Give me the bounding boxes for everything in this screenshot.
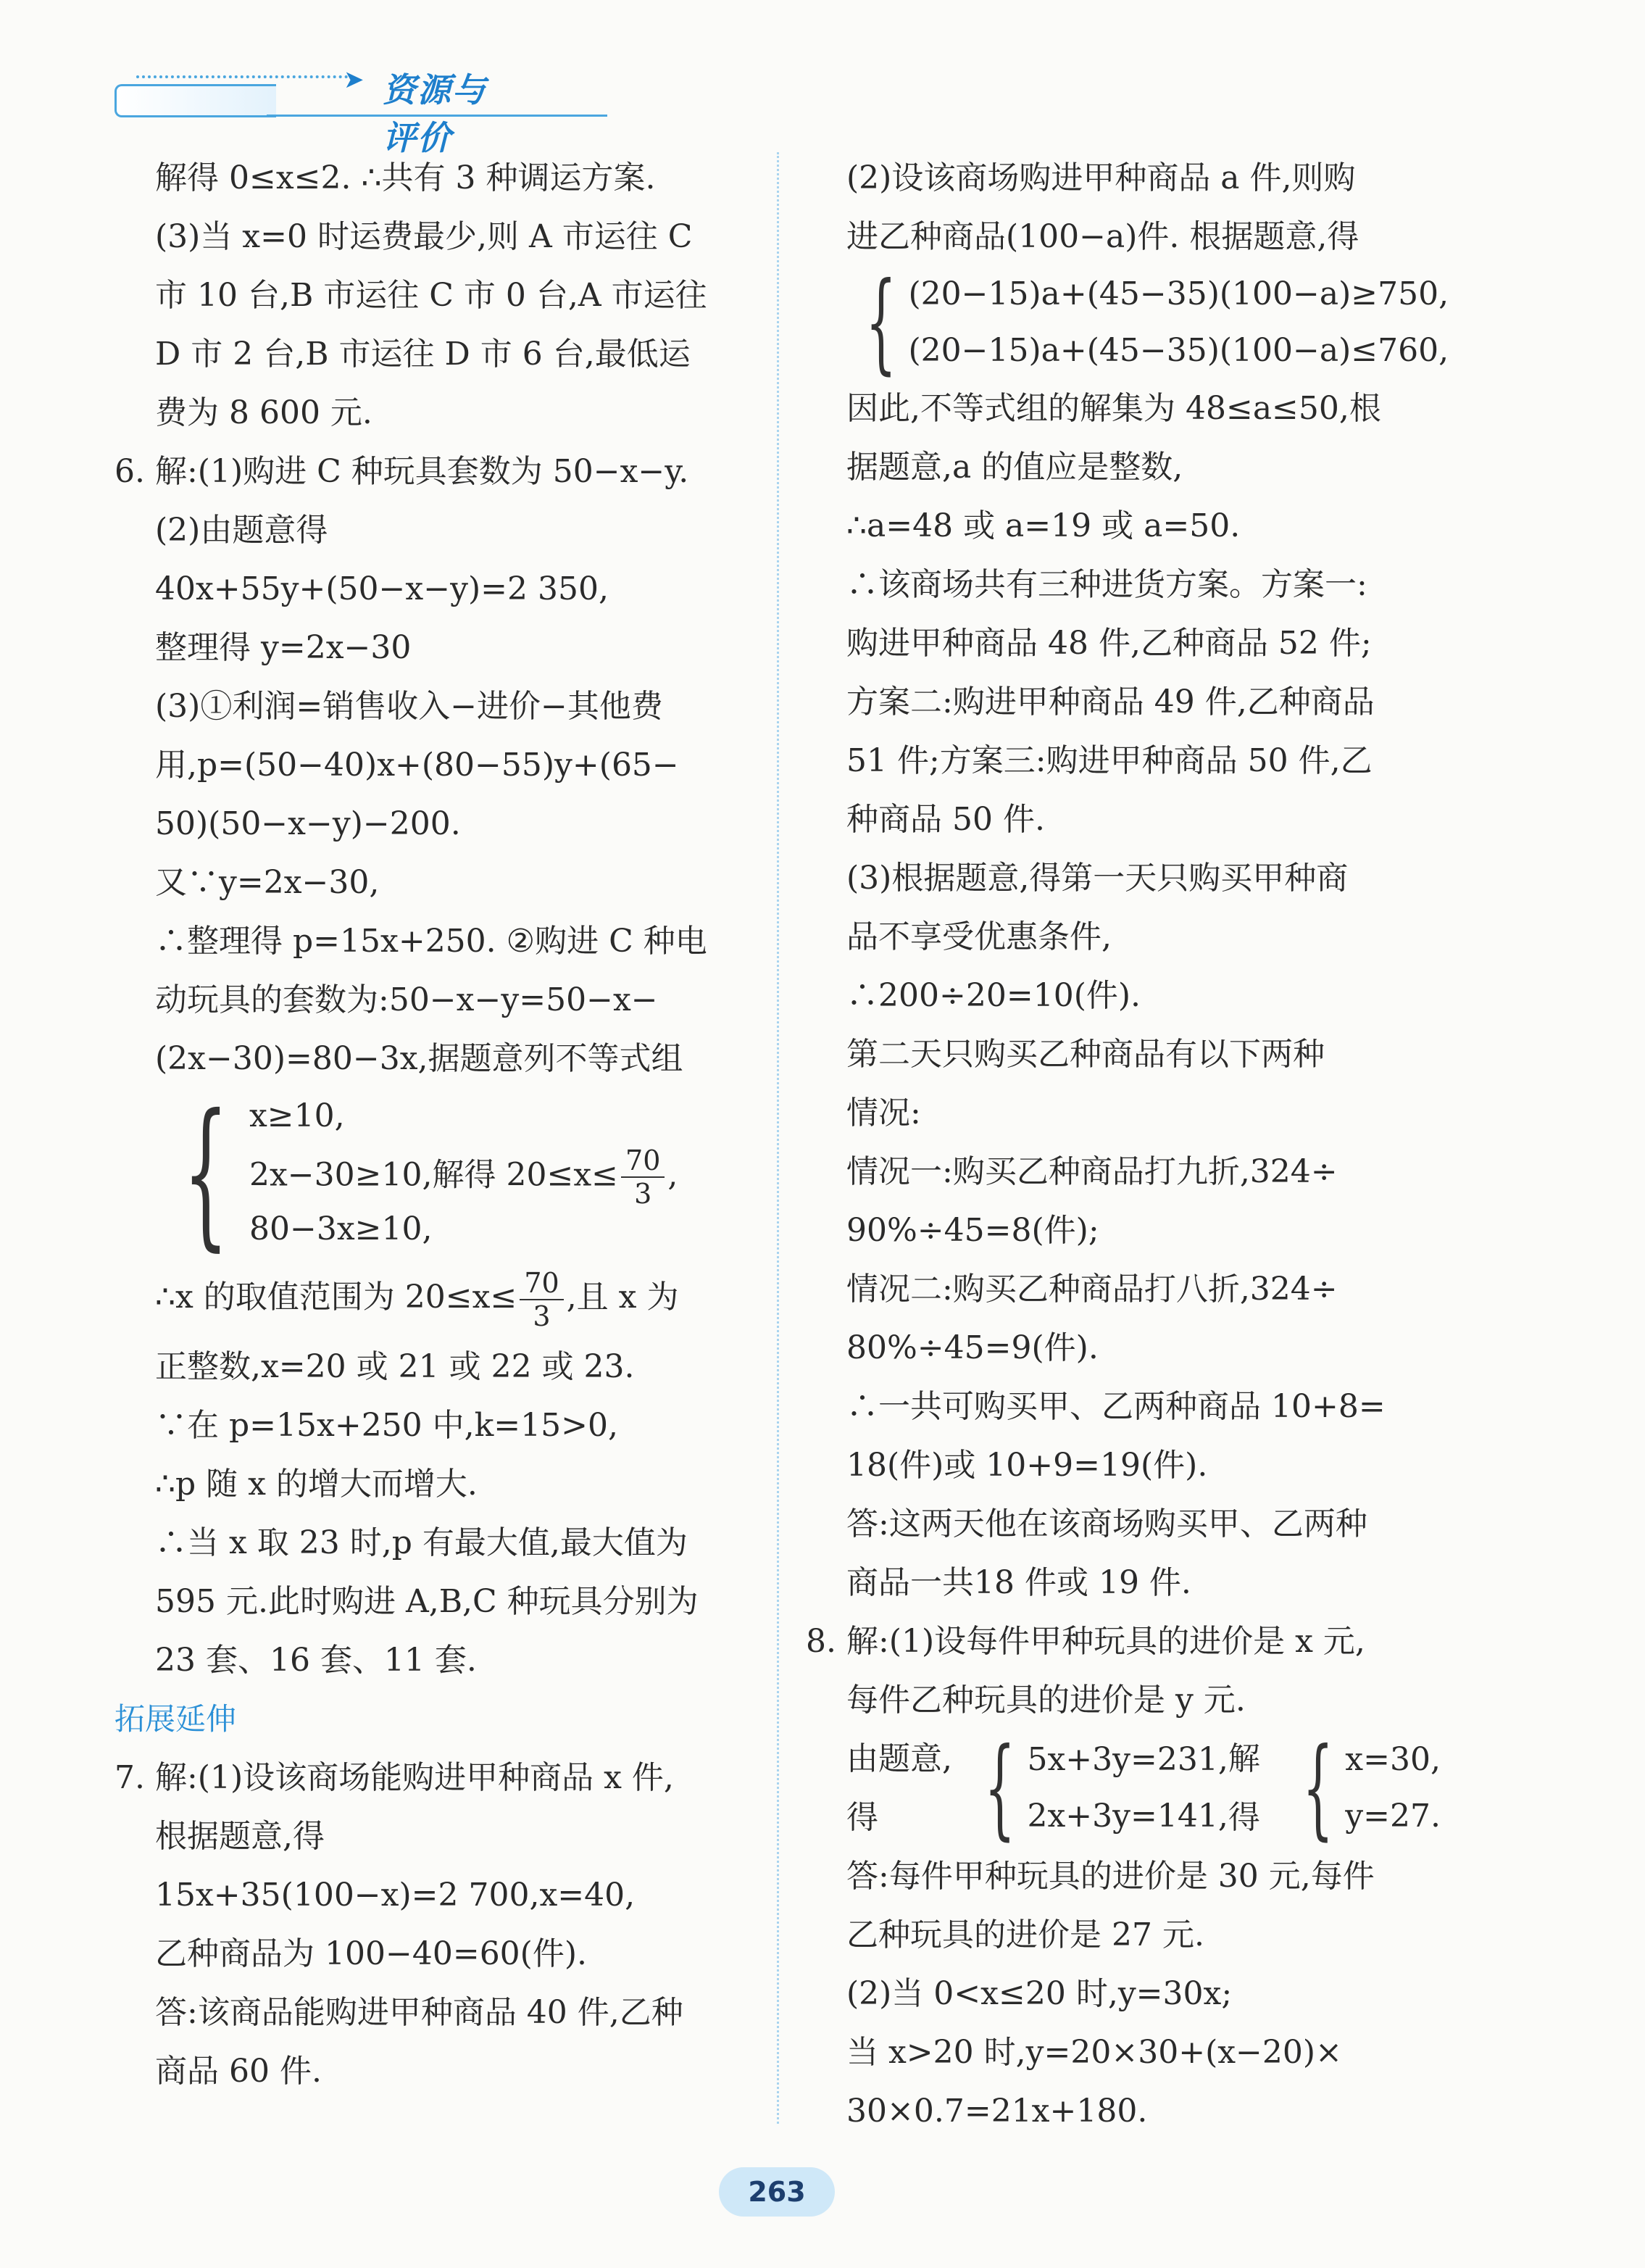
text-line: ∴a=48 或 a=19 或 a=50.	[846, 507, 1241, 544]
system-line: x=30,	[1345, 1741, 1441, 1778]
text-line: ∴一共可购买甲、乙两种商品 10+8=	[846, 1388, 1386, 1425]
text-line: (3)①利润=销售收入−进价−其他费	[155, 688, 663, 725]
text-line: 动玩具的套数为:50−x−y=50−x−	[155, 981, 658, 1018]
text-line: 解得 0≤x≤2. ∴共有 3 种调运方案.	[155, 159, 656, 196]
text-line: ∴当 x 取 23 时,p 有最大值,最大值为	[155, 1524, 688, 1561]
system-line: 80−3x≥10,	[249, 1210, 433, 1247]
fraction	[520, 1267, 563, 1332]
text-line: 答:每件甲种玩具的进价是 30 元,每件	[846, 1858, 1375, 1895]
brace-symbol: {	[865, 259, 897, 386]
fraction-denominator: 3	[634, 1178, 652, 1210]
brace-symbol: {	[183, 1080, 229, 1266]
text-line: ∴200÷20=10(件).	[846, 977, 1141, 1014]
text-line: 进乙种商品(100−a)件. 根据题意,得	[846, 218, 1359, 255]
text-line: 80%÷45=9(件).	[846, 1329, 1099, 1366]
text-line: 正整数,x=20 或 21 或 22 或 23.	[155, 1348, 635, 1385]
text-line: 18(件)或 10+9=19(件).	[846, 1447, 1208, 1484]
system-line-text: 2x−30≥10,解得 20≤x≤	[249, 1156, 619, 1194]
fraction	[621, 1145, 665, 1210]
problem-6-heading: 6. 解:(1)购进 C 种玩具套数为 50−x−y.	[114, 453, 689, 490]
text-line: 因此,不等式组的解集为 48≤a≤50,根	[846, 390, 1381, 427]
header-underline	[267, 115, 607, 117]
left-column	[114, 149, 752, 2101]
text-line: 商品一共18 件或 19 件.	[846, 1564, 1191, 1601]
text-segment: ,且 x 为	[566, 1279, 679, 1316]
text-line: (3)当 x=0 时运费最少,则 A 市运往 C	[155, 218, 693, 255]
text-line: ∴该商场共有三种进货方案。方案一:	[846, 566, 1367, 603]
page-number: 263	[719, 2167, 835, 2217]
solution-lines	[1345, 1732, 1441, 1845]
arrow-icon: ➤	[343, 65, 365, 94]
text-segment: 解得	[1228, 1740, 1260, 1836]
system-line: 5x+3y=231,	[1027, 1741, 1228, 1778]
text-line: 商品 60 件.	[155, 2053, 322, 2090]
text-line: 595 元.此时购进 A,B,C 种玩具分别为	[155, 1583, 699, 1620]
text-line: (2)当 0<x≤20 时,y=30x;	[846, 1975, 1233, 2012]
text-line: 每件乙种玩具的进价是 y 元.	[846, 1682, 1246, 1719]
text-line: 30×0.7=21x+180.	[846, 2093, 1148, 2130]
text-line: 方案二:购进甲种商品 49 件,乙种商品	[846, 684, 1375, 720]
text-line: 第二天只购买乙种商品有以下两种	[846, 1036, 1325, 1073]
text-line: 乙种玩具的进价是 27 元.	[846, 1916, 1204, 1953]
text-line: 费为 8 600 元.	[155, 394, 372, 431]
equation-line: 40x+55y+(50−x−y)=2 350,	[155, 570, 609, 607]
text-line: 90%÷45=8(件);	[846, 1212, 1099, 1249]
fraction-numerator: 70	[520, 1267, 563, 1300]
text-line: 用,p=(50−40)x+(80−55)y+(65−	[155, 747, 679, 784]
text-line: (2)设该商场购进甲种商品 a 件,则购	[846, 159, 1356, 196]
text-line: ∴整理得 p=15x+250. ②购进 C 种电	[155, 923, 707, 960]
text-line: (3)根据题意,得第一天只购买甲种商	[846, 860, 1349, 897]
header-title: 资源与评价	[383, 70, 487, 157]
text-line: 乙种商品为 100−40=60(件).	[155, 1935, 587, 1972]
system-line: (20−15)a+(45−35)(100−a)≤760,	[908, 332, 1449, 369]
equation-system-row	[846, 1725, 1441, 1851]
text-line: 市 10 台,B 市运往 C 市 0 台,A 市运往	[155, 277, 707, 314]
text-line: 情况一:购买乙种商品打九折,324÷	[846, 1153, 1338, 1190]
text-line: 答:这两天他在该商场购买甲、乙两种	[846, 1505, 1367, 1542]
system-lines	[249, 1088, 678, 1258]
header-bar-decoration	[114, 84, 276, 117]
text-line: (2x−30)=80−3x,据题意列不等式组	[155, 1040, 683, 1077]
text-line: ∵在 p=15x+250 中,k=15>0,	[155, 1407, 619, 1444]
text-line-with-fraction	[114, 1258, 752, 1337]
problem-8-heading: 8. 解:(1)设每件甲种玩具的进价是 x 元,	[806, 1623, 1365, 1660]
text-line: 品不享受优惠条件,	[846, 918, 1112, 955]
brace-symbol: {	[984, 1725, 1016, 1851]
system-lines	[908, 266, 1449, 379]
fraction-numerator: 70	[621, 1145, 665, 1178]
section-heading: 拓展延伸	[114, 1701, 237, 1737]
fraction-denominator: 3	[533, 1300, 551, 1332]
inequality-system	[846, 259, 1449, 386]
text-line: 根据题意,得	[155, 1818, 325, 1855]
inequality-system	[155, 1080, 752, 1266]
system-line: x≥10,	[249, 1097, 345, 1134]
text-line: (2)由题意得	[155, 512, 328, 549]
text-line: 50)(50−x−y)−200.	[155, 805, 461, 842]
text-line: 情况二:购买乙种商品打八折,324÷	[846, 1271, 1338, 1308]
system-line: 2x−30≥10,解得 20≤x≤ $\frac{70}{3}$ ,	[249, 1145, 678, 1210]
text-line: D 市 2 台,B 市运往 D 市 6 台,最低运	[155, 336, 691, 373]
system-line: 2x+3y=141,	[1027, 1798, 1228, 1835]
text-line: ∴p 随 x 的增大而增大.	[155, 1466, 478, 1503]
right-column	[806, 149, 1449, 2140]
text-line: 情况:	[846, 1094, 921, 1131]
text-line: 据题意,a 的值应是整数,	[846, 449, 1183, 486]
text-segment: 由题意,得	[846, 1740, 952, 1836]
text-line: 又∵y=2x−30,	[155, 864, 380, 901]
system-lines	[1028, 1732, 1228, 1845]
text-line: 23 套、16 套、11 套.	[155, 1642, 477, 1679]
text-line: 当 x>20 时,y=20×30+(x−20)×	[846, 2034, 1342, 2071]
brace-symbol: {	[1302, 1725, 1334, 1851]
system-line: (20−15)a+(45−35)(100−a)≥750,	[908, 275, 1449, 312]
equation-line: 15x+35(100−x)=2 700,x=40,	[155, 1877, 636, 1914]
text-line: 答:该商品能购进甲种商品 40 件,乙种	[155, 1994, 683, 2031]
column-divider	[777, 152, 779, 2124]
header-dotted-line	[136, 75, 354, 81]
text-line: 种商品 50 件.	[846, 801, 1045, 838]
page-header	[114, 64, 506, 157]
problem-7-heading: 7. 解:(1)设该商场能购进甲种商品 x 件,	[114, 1759, 674, 1796]
system-line: y=27.	[1345, 1798, 1441, 1835]
text-segment: ∴x 的取值范围为 20≤x≤	[155, 1279, 517, 1316]
text-line: 整理得 y=2x−30	[155, 629, 412, 666]
text-line: 51 件;方案三:购进甲种商品 50 件,乙	[846, 742, 1373, 779]
text-line: 购进甲种商品 48 件,乙种商品 52 件;	[846, 625, 1372, 662]
